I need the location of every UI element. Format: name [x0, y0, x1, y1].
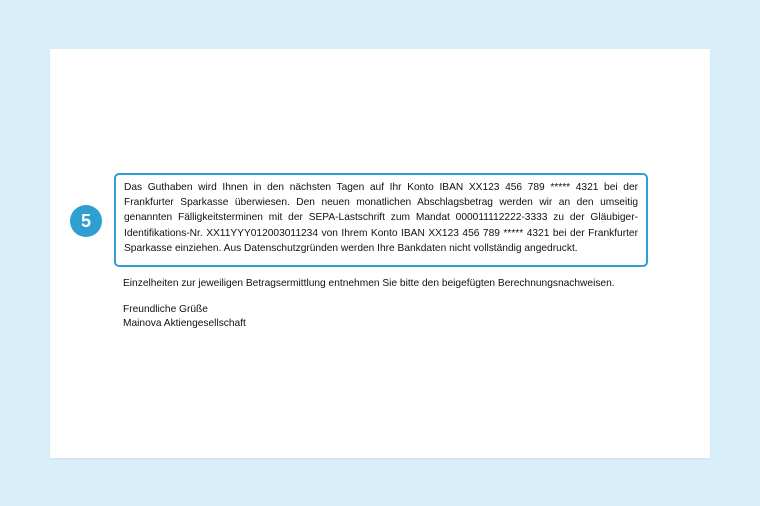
bank-details-paragraph: Das Guthaben wird Ihnen in den nächsten Tagen auf Ihr Konto IBAN XX123 456 789 ***** 4321 bei der Frankfurter Sparkasse überwiesen. Den neuen monatlichen Abschlagsbetrag werden wir an den umseitig genannten Fälligkeitsterminen mit der SEPA-Lastschrift zum Mandat 000011112222-3333 zu der Gläubiger-Identifikations-Nr. XX11YYY012003011234 von Ihrem Konto IBAN XX123 456 789 ***** 4321 bei der Frankfurter Sparkasse einziehen. Aus Datenschutzgründen werden Ihre Bankdaten nicht vollständig angedruckt.	[124, 182, 638, 254]
company-signature: Mainova Aktiengesellschaft	[123, 318, 246, 329]
step-number-badge: 5	[70, 205, 102, 237]
calculation-note-paragraph: Einzelheiten zur jeweiligen Betragsermittlung entnehmen Sie bitte den beigefügten Berechnungsnachweisen.	[123, 278, 615, 289]
closing-greeting: Freundliche Grüße	[123, 304, 208, 315]
highlighted-paragraph-box	[114, 173, 648, 267]
